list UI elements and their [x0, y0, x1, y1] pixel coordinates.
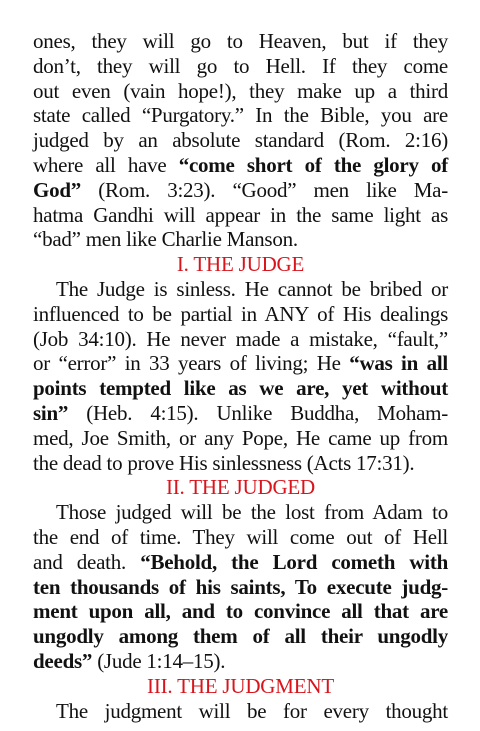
paragraph-3-line-7	[33, 649, 448, 674]
scripture-quote: “Behold, the Lord cometh with	[140, 549, 449, 574]
scripture-quote: sin”	[33, 400, 69, 425]
paragraph-4-line-1: The judgment will be for every thought	[56, 698, 448, 723]
text-run: where all have	[33, 152, 179, 177]
paragraph-3-line-2: the end of time. They will come out of Hell	[33, 524, 448, 549]
paragraph-2-line-3: (Job 34:10). He never made a mistake, “fault,”	[33, 326, 448, 351]
paragraph-1-line-1: ones, they will go to Heaven, but if they	[33, 29, 448, 53]
paragraph-3-line-5	[33, 599, 448, 624]
paragraph-2-line-1: The Judge is sinless. He cannot be bribed or	[56, 276, 448, 301]
text-run: (Rom. 3:23). “Good” men like Ma-	[81, 177, 448, 202]
paragraph-2-line-5	[33, 376, 448, 401]
text-body	[33, 29, 448, 723]
scripture-quote: ment upon all, and to convince all that are	[33, 599, 448, 624]
scripture-quote: God”	[33, 177, 82, 202]
text-run: (Heb. 4:15). Unlike Buddha, Moham-	[68, 400, 448, 425]
scripture-quote: “come short of the glory of	[178, 152, 448, 177]
paragraph-2-line-6	[33, 401, 448, 426]
scripture-quote: points tempted like as we are, yet without	[33, 376, 448, 401]
text-run: (Jude 1:14–15).	[92, 648, 226, 673]
section-heading-judge: I. THE JUDGE	[176, 252, 305, 277]
text-run: and death.	[33, 549, 141, 574]
paragraph-1-line-6	[33, 153, 448, 178]
paragraph-1-line-2: don’t, they will go to Hell. If they come	[33, 53, 448, 78]
paragraph-1-line-9: “bad” men like Charlie Manson.	[33, 227, 298, 252]
scripture-quote: deeds”	[33, 648, 93, 673]
section-heading-judged: II. THE JUDGED	[165, 475, 316, 500]
paragraph-3-line-6	[33, 624, 448, 649]
paragraph-1-line-4: state called “Purgatory.” In the Bible, you are	[33, 103, 448, 128]
scripture-quote: “was in all	[349, 351, 448, 376]
paragraph-1-line-8: hatma Gandhi will appear in the same light as	[33, 202, 448, 227]
section-heading-judgment: III. THE JUDGMENT	[147, 673, 334, 698]
paragraph-3-line-4	[33, 575, 448, 600]
paragraph-1-line-5: judged by an absolute standard (Rom. 2:16)	[33, 128, 448, 153]
paragraph-1-line-7	[33, 178, 448, 203]
paragraph-3-line-3	[33, 550, 448, 575]
scripture-quote: ungodly among them of all their ungodly	[33, 624, 448, 649]
paragraph-3-line-1: Those judged will be the lost from Adam to	[56, 500, 448, 525]
paragraph-2-line-8: the dead to prove His sinlessness (Acts 17:31).	[33, 450, 415, 475]
scripture-quote: ten thousands of his saints, To execute judg-	[33, 574, 448, 599]
paragraph-1-line-3: out even (vain hope!), they make up a third	[33, 78, 448, 103]
text-run: or “error” in 33 years of living; He	[33, 351, 350, 376]
paragraph-2-line-4	[33, 351, 448, 376]
paragraph-2-line-7: med, Joe Smith, or any Pope, He came up from	[33, 425, 448, 450]
paragraph-2-line-2: influenced to be partial in ANY of His dealings	[33, 301, 448, 326]
